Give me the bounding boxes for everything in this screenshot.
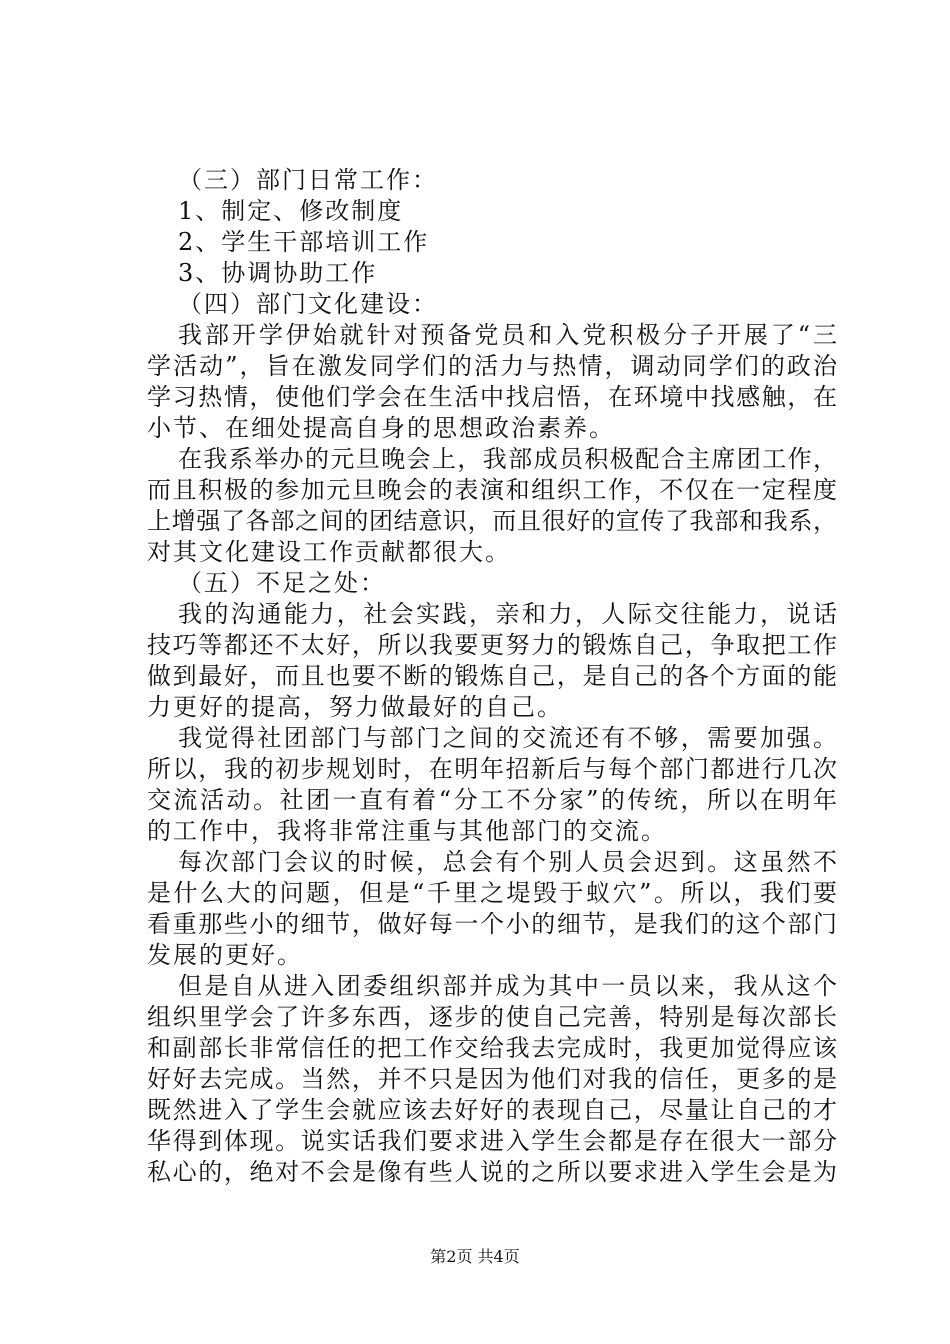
paragraph-line: 组织里学会了许多东西，逐步的使自己完善，特别是每次部长 <box>147 1003 837 1031</box>
paragraph-line: 学活动”，旨在激发同学们的活力与热情，调动同学们的政治 <box>147 352 837 380</box>
paragraph-line: 而且积极的参加元旦晚会的表演和组织工作，不仅在一定程度 <box>147 476 837 504</box>
section-heading-5: （五）不足之处： <box>178 569 386 597</box>
paragraph-line: 力更好的提高，努力做最好的自己。 <box>147 693 563 721</box>
paragraph-line: 上增强了各部之间的团结意识，而且很好的宣传了我部和我系， <box>147 507 837 535</box>
document-body <box>147 165 837 1188</box>
paragraph-line: 看重那些小的细节，做好每一个小的细节，是我们的这个部门 <box>147 910 837 938</box>
list-item: 1、制定、修改制度 <box>178 197 404 225</box>
list-item: 2、学生干部培训工作 <box>178 228 430 256</box>
paragraph-line: 小节、在细处提高自身的思想政治素养。 <box>147 414 615 442</box>
paragraph-line: 所以，我的初步规划时，在明年招新后与每个部门都进行几次 <box>147 755 837 783</box>
paragraph-line: 我觉得社团部门与部门之间的交流还有不够，需要加强。 <box>178 724 837 752</box>
paragraph-line: 私心的，绝对不会是像有些人说的之所以要求进入学生会是为 <box>147 1158 837 1186</box>
paragraph-line: 对其文化建设工作贡献都很大。 <box>147 538 511 566</box>
paragraph-line: 既然进入了学生会就应该去好好的表现自己，尽量让自己的才 <box>147 1096 837 1124</box>
paragraph-line: 交流活动。社团一直有着“分工不分家”的传统，所以在明年 <box>147 786 837 814</box>
paragraph-line: 的工作中，我将非常注重与其他部门的交流。 <box>147 817 667 845</box>
paragraph-line: 每次部门会议的时候，总会有个别人员会迟到。这虽然不 <box>178 848 837 876</box>
paragraph-line: 但是自从进入团委组织部并成为其中一员以来，我从这个 <box>178 972 837 1000</box>
paragraph-line: 在我系举办的元旦晚会上，我部成员积极配合主席团工作， <box>178 445 837 473</box>
paragraph-line: 我部开学伊始就针对预备党员和入党积极分子开展了“三 <box>178 321 837 349</box>
paragraph-line: 学习热情，使他们学会在生活中找启悟，在环境中找感触，在 <box>147 383 837 411</box>
paragraph-line: 是什么大的问题，但是“千里之堤毁于蚁穴”。所以，我们要 <box>147 879 837 907</box>
list-item: 3、协调协助工作 <box>178 259 378 287</box>
paragraph-line: 和副部长非常信任的把工作交给我去完成时，我更加觉得应该 <box>147 1034 837 1062</box>
section-heading-3: （三）部门日常工作： <box>178 166 438 194</box>
paragraph-line: 好好去完成。当然，并不只是因为他们对我的信任，更多的是 <box>147 1065 837 1093</box>
page-number: 第2页 共4页 <box>430 1247 520 1266</box>
section-heading-4: （四）部门文化建设： <box>178 290 438 318</box>
paragraph-line: 发展的更好。 <box>147 941 303 969</box>
paragraph-line: 技巧等都还不太好，所以我要更努力的锻炼自己，争取把工作 <box>147 631 837 659</box>
paragraph-line: 做到最好，而且也要不断的锻炼自己，是自己的各个方面的能 <box>147 662 837 690</box>
paragraph-line: 我的沟通能力，社会实践，亲和力，人际交往能力，说话 <box>178 600 837 628</box>
paragraph-line: 华得到体现。说实话我们要求进入学生会都是存在很大一部分 <box>147 1127 837 1155</box>
